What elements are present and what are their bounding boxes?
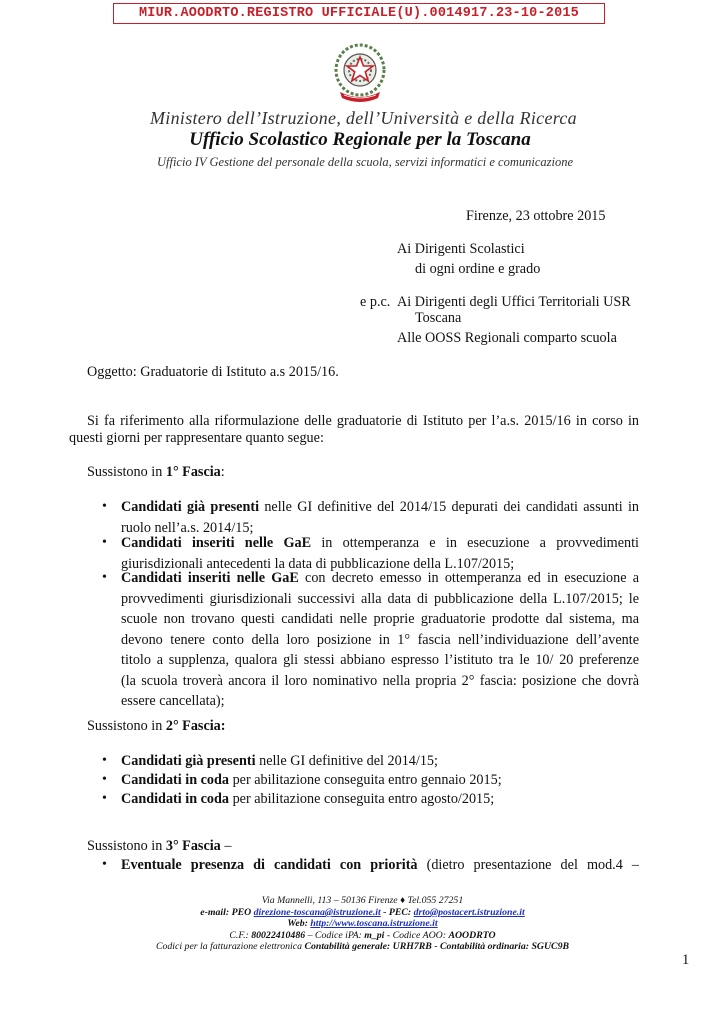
ministry-heading: Ministero dell’Istruzione, dell’Università e della Ricerca [150, 108, 577, 128]
pec-link[interactable]: drto@postacert.istruzione.it [413, 907, 525, 918]
intro-line-2: questi giorni per rappresentare quanto segue: [69, 430, 324, 446]
bullet-icon: • [102, 499, 107, 514]
subject-line: Oggetto: Graduatorie di Istituto a.s 2015/16. [87, 364, 339, 380]
list-item: Candidati in coda per abilitazione conseguita entro gennaio 2015; [121, 772, 502, 788]
list-item: Eventuale presenza di candidati con priorità (dietro presentazione del mod.4 – [121, 857, 639, 873]
footer-address: Via Mannelli, 113 – 50136 Firenze ♦ Tel.055 27251 [261, 895, 464, 906]
footer-email-line: e-mail: PEO direzione-toscana@istruzione.it - PEC: drto@postacert.istruzione.it [200, 907, 525, 918]
list-item: Candidati inseriti nelle GaE in ottemperanza e in esecuzione a provvedimenti giurisdizionali antecedenti la data di pubblicazione della L.107/2015; [121, 535, 639, 572]
footer-billing-line: Codici per la fatturazione elettronica Contabilità generale: URH7RB - Contabilità ordinaria: SGUC9B [155, 941, 570, 952]
office-unit-heading: Ufficio IV Gestione del personale della scuola, servizi informatici e comunicazione [156, 155, 573, 169]
italian-republic-emblem [332, 40, 388, 104]
recipient-line-2: di ogni ordine e grado [415, 261, 541, 277]
list-item: Candidati inseriti nelle GaE con decreto emesso in ottemperanza ed in esecuzione a provvedimenti giurisdizionali successivi alla data di pubblicazione della L.107/2015; le scuole non trovano questi candidati nelle proprie graduatorie prodotte dal sistema, ma devono tenere conto della loro posizione in 1° fascia nell’individuazione dell’avente titolo a supplenza, qualora gli stessi abbiano espresso l’istituto tra le 10/ 20 preferenze (la scuola troverà ancora il loro nominativo nella propria 2° fascia: posizione che dovrà essere cancellata); [121, 570, 639, 709]
bullet-icon: • [102, 570, 107, 585]
cc-line-3: Alle OOSS Regionali comparto scuola [397, 330, 617, 346]
page-number: 1 [682, 952, 690, 968]
protocol-stamp: MIUR.AOODRTO.REGISTRO UFFICIALE(U).0014917.23-10-2015 [113, 3, 605, 24]
bullet-icon: • [102, 535, 107, 550]
list-item: Candidati in coda per abilitazione conseguita entro agosto/2015; [121, 791, 495, 807]
footer-web-line: Web: http://www.toscana.istruzione.it [287, 918, 438, 929]
list-item: Candidati già presenti nelle GI definitive del 2014/15 depurati dei candidati assunti in ruolo nell’a.s. 2014/15; [121, 499, 639, 536]
bullet-icon: • [102, 753, 107, 768]
website-link[interactable]: http://www.toscana.istruzione.it [310, 918, 438, 929]
fascia-1-heading: Sussistono in 1° Fascia: [87, 464, 225, 480]
email-link[interactable]: direzione-toscana@istruzione.it [253, 907, 381, 918]
cc-prefix: e p.c. [360, 294, 391, 310]
regional-office-heading: Ufficio Scolastico Regionale per la Toscana [189, 129, 531, 150]
list-item: Candidati già presenti nelle GI definitive del 2014/15; [121, 753, 438, 769]
intro-line-1: Si fa riferimento alla riformulazione delle graduatorie di Istituto per l’a.s. 2015/16 in corso in [87, 413, 639, 429]
footer-codes-line: C.F.: 80022410486 – Codice iPA: m_pi - Codice AOO: AOODRTO [229, 930, 496, 941]
recipient-line-1: Ai Dirigenti Scolastici [397, 241, 525, 257]
cc-line-1: Ai Dirigenti degli Uffici Territoriali USR [397, 294, 631, 310]
cc-line-2: Toscana [415, 310, 462, 326]
letter-date: Firenze, 23 ottobre 2015 [466, 208, 606, 224]
fascia-2-heading: Sussistono in 2° Fascia: [87, 718, 226, 734]
fascia-3-heading: Sussistono in 3° Fascia – [87, 838, 232, 854]
bullet-icon: • [102, 772, 107, 787]
bullet-icon: • [102, 857, 107, 872]
bullet-icon: • [102, 791, 107, 806]
